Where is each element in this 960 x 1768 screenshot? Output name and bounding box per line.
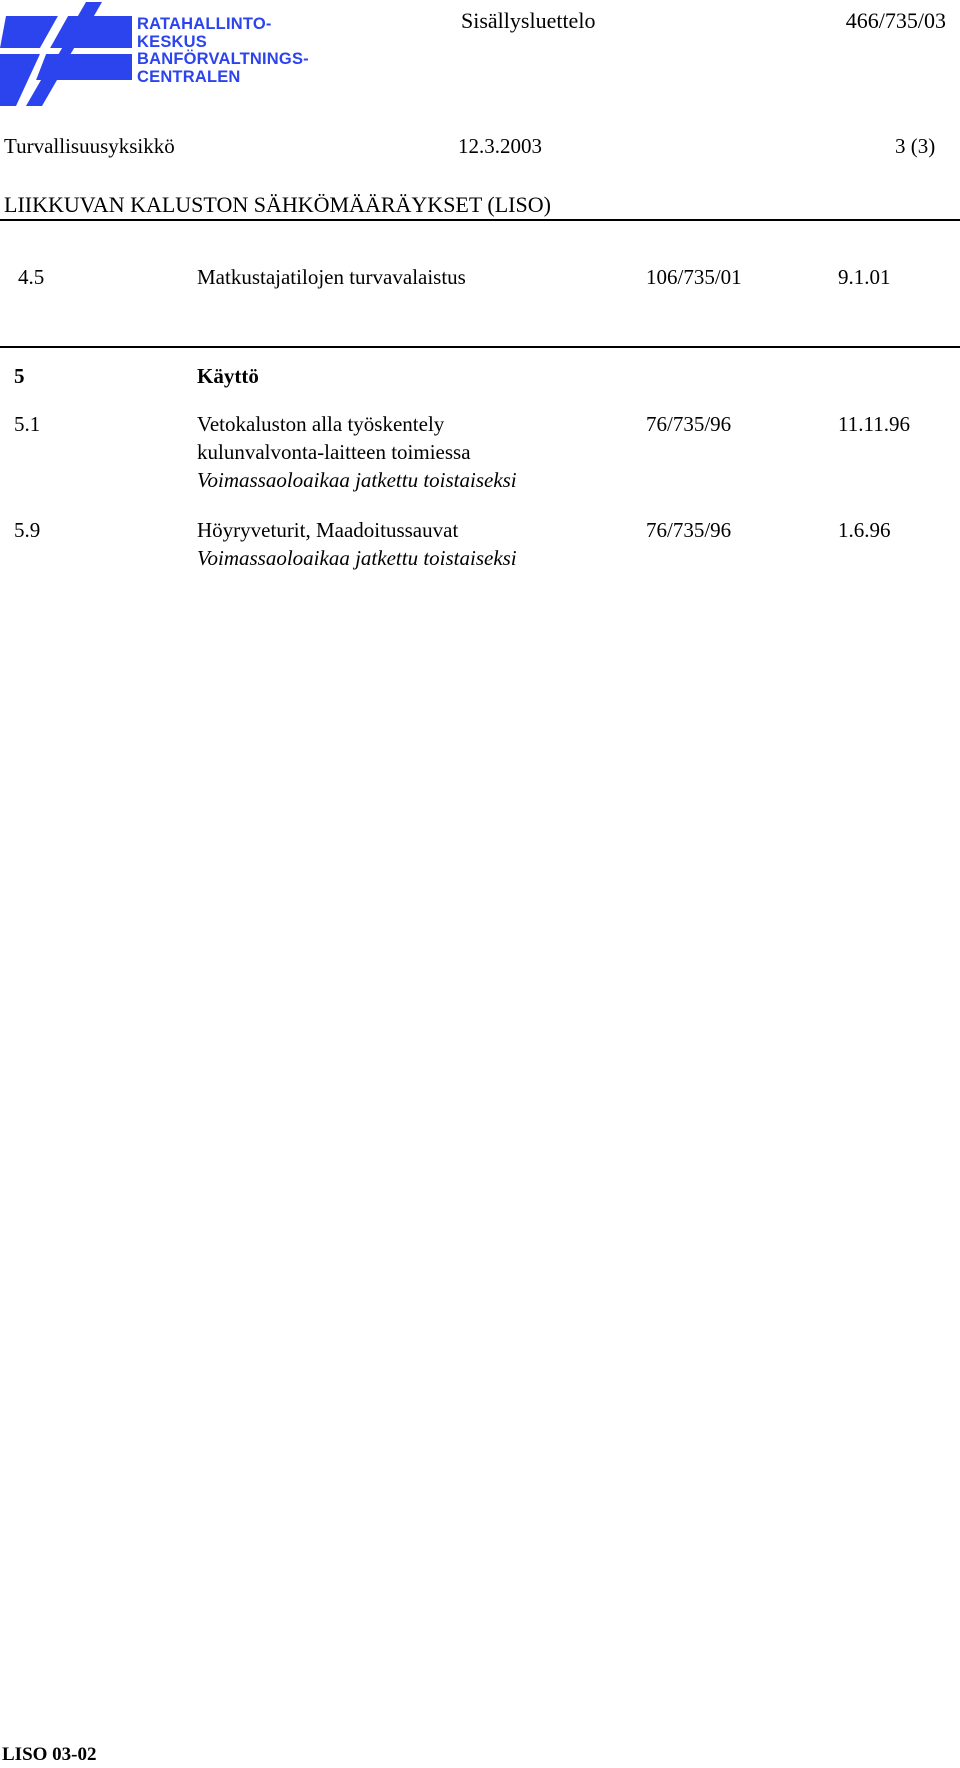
prev-row-title: Matkustajatilojen turvavalaistus bbox=[197, 265, 466, 289]
prev-row-date: 9.1.01 bbox=[838, 265, 891, 289]
section-title: Käyttö bbox=[197, 364, 259, 388]
unit-name: Turvallisuusyksikkö bbox=[4, 134, 175, 158]
doc-date: 12.3.2003 bbox=[458, 134, 542, 158]
prev-row-number: 4.5 bbox=[18, 265, 45, 289]
doc-number: 466/735/03 bbox=[845, 8, 946, 33]
logo-line: RATAHALLINTO- bbox=[137, 15, 272, 33]
row-number: 5.1 bbox=[14, 412, 41, 436]
logo-mark-icon bbox=[0, 2, 132, 110]
row-ref: 76/735/96 bbox=[646, 518, 732, 542]
section-number: 5 bbox=[14, 364, 25, 388]
row-ref: 76/735/96 bbox=[646, 412, 732, 436]
logo-line: CENTRALEN bbox=[137, 67, 241, 86]
row-number: 5.9 bbox=[14, 518, 41, 542]
row-note: Voimassaoloaikaa jatkettu toistaiseksi bbox=[197, 468, 517, 492]
logo-line: KESKUS bbox=[137, 32, 207, 51]
row-title-line: kulunvalvonta-laitteen toimiessa bbox=[197, 440, 471, 464]
footer-code: LISO 03-02 bbox=[2, 1744, 97, 1765]
prev-row-ref: 106/735/01 bbox=[646, 265, 742, 289]
main-title: LIIKKUVAN KALUSTON SÄHKÖMÄÄRÄYKSET (LISO) bbox=[4, 192, 551, 217]
section-divider bbox=[0, 346, 960, 348]
row-date: 11.11.96 bbox=[838, 412, 910, 436]
row-title-line: Vetokaluston alla työskentely bbox=[197, 412, 445, 436]
logo-text bbox=[137, 16, 309, 86]
organization-logo bbox=[0, 0, 330, 110]
page-number: 3 (3) bbox=[895, 134, 936, 158]
row-title-line: Höyryveturit, Maadoitussauvat bbox=[197, 518, 459, 542]
doc-title: Sisällysluettelo bbox=[461, 8, 596, 33]
logo-line: BANFÖRVALTNINGS- bbox=[137, 50, 309, 68]
row-date: 1.6.96 bbox=[838, 518, 891, 542]
row-note: Voimassaoloaikaa jatkettu toistaiseksi bbox=[197, 546, 517, 570]
title-divider bbox=[0, 219, 960, 221]
